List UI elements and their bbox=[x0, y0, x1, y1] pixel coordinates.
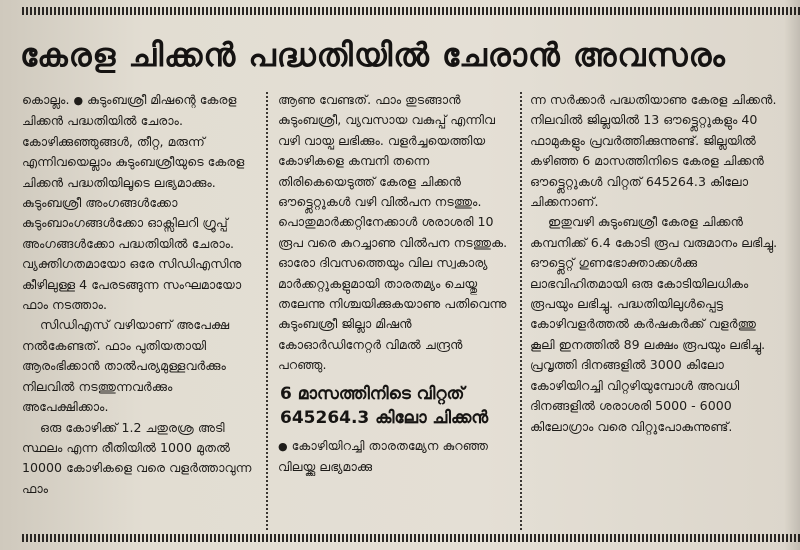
bullet-icon: ● bbox=[73, 94, 84, 107]
column1-paragraph-3: ഒരു കോഴിക്ക് 1.2 ചതുരശ്ര അടി സ്ഥലം എന്ന രീതിയിൽ 1000 മുതൽ 10000 കോഴികളെ വരെ വളർത്താവുന്ന ഫാം bbox=[22, 419, 252, 496]
column2-paragraph-1: ആണു വേണ്ടത്. ഫാം തുടങ്ങാൻ കുടുംബശ്രീ, വ്യവസായ വകുപ്പ് എന്നിവ വഴി വായ്പ ലഭിക്കും. വളർച്ചയെത്തിയ കോഴികളെ കമ്പനി തന്നെ തിരികെയെടുത്ത് കേരള ചിക്കൻ ഔട്ട്ലെറ്റുകൾ വഴി വിൽപന നടത്തും. bbox=[278, 92, 496, 210]
column1-paragraph-1: കുടുംബശ്രീ മിഷന്റെ കേരള ചിക്കൻ പദ്ധതിയിൽ ചേരാം. കോഴിക്കുഞ്ഞുങ്ങൾ, തീറ്റ, മരുന്ന് എന്നിവയെല്ലാം കുടുംബശ്രീയുടെ കേരള ചിക്കൻ പദ്ധതിയിലൂടെ ലഭ്യമാക്കും. കുടുംബശ്രീ അംഗങ്ങൾക്കോ കുടുംബാംഗങ്ങൾക്കോ ഓക്സിലറി ഗ്രൂപ്പ് അംഗങ്ങൾക്കോ പദ്ധതിയിൽ ചേരാം. വ്യക്തിഗതമായോ ഒരേ സിഡിഎസിനു കീഴിലുള്ള 4 പേരടങ്ങുന്ന സംഘമായോ ഫാം നടത്താം. bbox=[22, 92, 245, 313]
top-dotted-rule bbox=[22, 7, 800, 15]
article-column-1: കൊല്ലം. ● കുടുംബശ്രീ മിഷന്റെ കേരള ചിക്കൻ പദ്ധതിയിൽ ചേരാം. കോഴിക്കുഞ്ഞുങ്ങൾ, തീറ്റ, മരുന്ന് എന്നിവയെല്ലാം കുടുംബശ്രീയുടെ കേരള ചിക്കൻ പദ്ധതിയിലൂടെ ലഭ്യമാക്കും. കുടുംബശ്രീ അംഗങ്ങൾക്കോ കുടുംബാംഗങ്ങൾക്കോ ഓക്സിലറി ഗ്രൂപ്പ് അംഗങ്ങൾക്കോ പദ്ധതിയിൽ ചേരാം. വ്യക്തിഗതമായോ ഒരേ സിഡിഎസിനു കീഴിലുള്ള 4 പേരടങ്ങുന്ന സംഘമായോ ഫാം നടത്താം. സിഡിഎസ് വഴിയാണ് അപേക്ഷ നൽകേണ്ടത്. ഫാം പുതിയതായി ആരംഭിക്കാൻ താൽപര്യമുള്ളവർക്കും നിലവിൽ നടത്തുന്നവർക്കും അപേക്ഷിക്കാം. ഒരു കോഴിക്ക് 1.2 ചതുരശ്ര അടി സ്ഥലം എന്ന രീതിയിൽ 1000 മുതൽ 10000 കോഴികളെ വരെ വളർത്താവുന്ന ഫാം bbox=[22, 90, 256, 526]
column2-paragraph-3: കോഴിയിറച്ചി താരതമ്യേന കുറഞ്ഞ വിലയ്ക്കു ലഭ്യമാക്കു bbox=[278, 437, 489, 475]
bottom-dotted-rule bbox=[22, 534, 800, 542]
article-headline: കേരള ചിക്കൻ പദ്ധതിയിൽ ചേരാൻ അവസരം bbox=[20, 36, 726, 74]
article-column-2 bbox=[278, 90, 510, 526]
column-divider-1 bbox=[266, 92, 268, 530]
page-edge-shadow bbox=[784, 0, 800, 550]
bullet-icon: ● bbox=[278, 439, 288, 453]
column3-paragraph-1: ന്ന സർക്കാർ പദ്ധതിയാണു കേരള ചിക്കൻ. നിലവിൽ ജില്ലയിൽ 13 ഔട്ട്ലെറ്റുകളും 40 ഫാമുകളും പ്രവർത്തിക്കുന്നുണ്ട്. ജില്ലയിൽ കഴിഞ്ഞ 6 മാസത്തിനിടെ കേരള ചിക്കൻ ഔട്ട്ലെറ്റുകൾ വിറ്റത് 645264.3 കിലോ ചിക്കനാണ്. bbox=[530, 92, 777, 210]
column3-paragraph-2: ഇതുവഴി കുടുംബശ്രീ കേരള ചിക്കൻ കമ്പനിക്ക് 6.4 കോടി രൂപ വരുമാനം ലഭിച്ചു. ഔട്ട്ലെറ്റ് ഗുണഭോക്താക്കൾക്കു ലാഭവിഹിതമായി ഒരു കോടിയിലധികം രൂപയും ലഭിച്ചു. പദ്ധതിയിലുൾപ്പെട്ട കോഴിവളർത്തൽ കർഷകർക്ക് വളർത്തു കൂലി ഇനത്തിൽ 89 ലക്ഷം രൂപയും ലഭിച്ചു. പ്രവൃത്തി ദിനങ്ങളിൽ 3000 കിലോ കോഴിയിറച്ചി വിറ്റഴിയുമ്പോൾ അവധി ദിനങ്ങളിൽ ശരാശരി 5000 - 6000 കിലോഗ്രാം വരെ വിറ്റുപോകുന്നുണ്ട്. bbox=[530, 214, 778, 434]
dateline: കൊല്ലം bbox=[22, 92, 66, 107]
column1-paragraph-2: സിഡിഎസ് വഴിയാണ് അപേക്ഷ നൽകേണ്ടത്. ഫാം പുതിയതായി ആരംഭിക്കാൻ താൽപര്യമുള്ളവർക്കും നിലവിൽ നടത്തുന്നവർക്കും അപേക്ഷിക്കാം. bbox=[22, 317, 230, 415]
column2-paragraph-2: പൊതുമാർക്കറ്റിനേക്കാൾ ശരാശരി 10 രൂപ വരെ കുറച്ചാണു വിൽപന നടത്തുക. ഓരോ ദിവസത്തെയും വില സ്വകാര്യ മാർക്കറ്റുകളുമായി താരതമ്യം ചെയ്തു തലേന്നു നിശ്ചയിക്കുകയാണു പതിവെന്നു കുടുംബശ്രീ ജില്ലാ മിഷൻ കോഓർഡിനേറ്റർ വിമൽ ചന്ദ്രൻ പറഞ്ഞു. bbox=[278, 214, 508, 373]
article-column-3 bbox=[530, 90, 778, 526]
column-divider-2 bbox=[520, 92, 522, 530]
article-subheading: 6 മാസത്തിനിടെ വിറ്റത് 645264.3 കിലോ ചിക്കൻ bbox=[280, 383, 489, 428]
